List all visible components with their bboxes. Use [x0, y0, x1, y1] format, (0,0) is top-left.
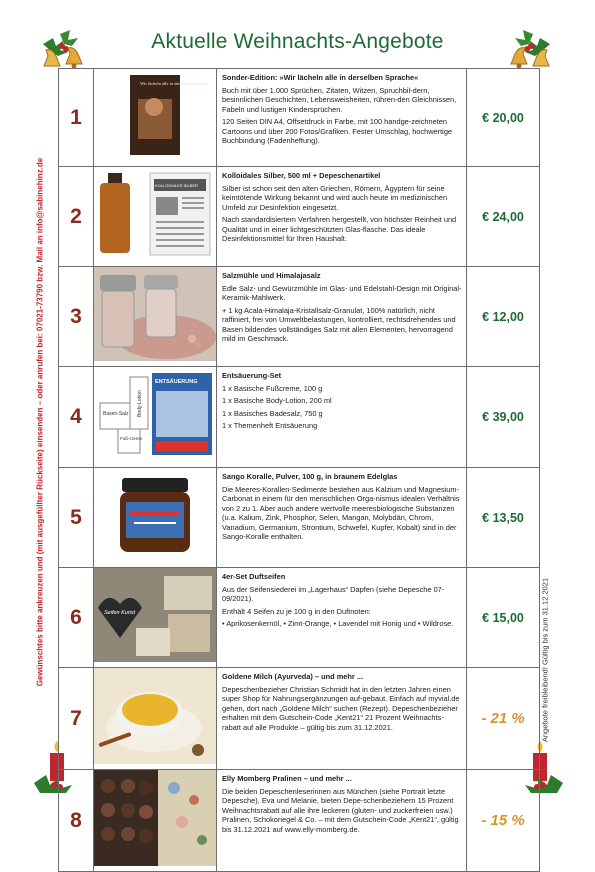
offer-discount: - 21 % — [467, 668, 540, 770]
offer-price: € 15,00 — [467, 568, 540, 668]
pralines-image — [94, 770, 216, 866]
coral-jar-image — [94, 468, 216, 562]
holly-bells-icon — [505, 24, 555, 74]
offer-description: 4er-Set Duftseifen Aus der Seifensiederei im „Lagerhaus“ Dapfen (siehe Depesche 07-09/2021). Enthält 4 Seifen zu je 100 g in den Duftnoten: • Aprikosenkernöl, • Zimt-Orange, • Lavendel mit Honig und • Wildrose. — [217, 568, 467, 668]
offer-row — [59, 69, 540, 167]
offers-table — [58, 68, 540, 872]
offer-image — [94, 668, 217, 770]
offer-image — [94, 770, 217, 872]
svg-text:Basen-Salz: Basen-Salz — [103, 411, 129, 417]
offer-row — [59, 468, 540, 568]
offer-row — [59, 668, 540, 770]
offer-number: 4 — [59, 367, 94, 468]
svg-text:Wir lächeln alle in derselben: Wir lächeln alle in derselben Sprache — [140, 81, 208, 86]
holly-bells-icon — [38, 24, 88, 74]
offer-image — [94, 468, 217, 568]
offer-description: Salzmühle und Himalajasalz Edle Salz- und Gewürzmühle im Glas- und Edelstahl-Design mit Original-Keramik-Mahlwerk. + 1 kg Acala-Himalaja-Kristallsalz-Granulat, 100% natürlich, nicht raffiniert, frei von Umweltbelastungen, kontrolliert, rechtsdrehendes und Basen bildendes vollständiges Salz mit allen Elementen, hervorragend mild im Geschmack. — [217, 267, 467, 367]
order-instructions: Gewünschtes bitte ankreuzen und (mit ausgefüllter Rückseite) einsenden – oder anrufen bei: 07021-73790 bzw. Mail an info@sabinehinz.de — [35, 157, 45, 687]
offer-number: 6 — [59, 568, 94, 668]
svg-text:Fuß-creme: Fuß-creme — [120, 436, 143, 441]
offer-number: 5 — [59, 468, 94, 568]
offer-number: 7 — [59, 668, 94, 770]
offer-row — [59, 770, 540, 872]
book-cover-image — [94, 69, 216, 161]
offer-discount: - 15 % — [467, 770, 540, 872]
offer-number: 1 — [59, 69, 94, 167]
offer-price: € 20,00 — [467, 69, 540, 167]
offer-price: € 24,00 — [467, 167, 540, 267]
salt-mills-image — [94, 267, 216, 361]
golden-milk-image — [94, 668, 216, 764]
page-title: Aktuelle Weihnachts-Angebote — [151, 30, 444, 53]
deacidification-set-image — [94, 367, 216, 462]
offer-image — [94, 568, 217, 668]
offer-number: 3 — [59, 267, 94, 367]
offer-number: 2 — [59, 167, 94, 267]
offer-price: € 39,00 — [467, 367, 540, 468]
offer-image — [94, 167, 217, 267]
svg-text:Seifen Kunst: Seifen Kunst — [104, 610, 136, 616]
offer-description: Elly Momberg Pralinen – und mehr ... Die beiden Depeschenleserinnen aus München (siehe Portrait letzte Depesche), Eva und Melanie, bieten Depe-schenbeziehern 15 Prozent Weihnachtsrabatt auf alle ihre leckeren (gluten- und zuckerfreien usw.) Pralinen, Schokoriegel & Co. – mit dem Gutschein-Code „Kent21“, gültig bis 31.12.2021 auf www.elly-momberg.de. — [217, 770, 467, 872]
offer-image — [94, 367, 217, 468]
offer-row — [59, 167, 540, 267]
svg-text:ENTSÄUERUNG: ENTSÄUERUNG — [155, 379, 198, 385]
silver-bottle-image — [94, 167, 216, 261]
offer-number: 8 — [59, 770, 94, 872]
offer-image — [94, 267, 217, 367]
offer-image — [94, 69, 217, 167]
offer-row — [59, 568, 540, 668]
offer-price: € 12,00 — [467, 267, 540, 367]
validity-note: Angebote freibleibend! Gültig bis zum 31.12.2021 — [540, 577, 550, 743]
svg-text:Body-Lotion: Body-Lotion — [137, 390, 143, 417]
soaps-image — [94, 568, 216, 662]
offer-row — [59, 367, 540, 468]
offer-description: Entsäuerung-Set 1 x Basische Fußcreme, 100 g 1 x Basische Body-Lotion, 200 ml 1 x Basisches Badesalz, 750 g 1 x Themenheft Entsäuerung — [217, 367, 467, 468]
offer-description: Sango Koralle, Pulver, 100 g, in braunem Edelglas Die Meeres-Korallen-Sedimente bestehen aus Kalzium und Magnesium-Carbonat in einem für den menschlichen Orga-nismus idealen Verhältnis von 2 zu 1. Aber auch andere wertvolle meeresbiologische Substanzen (u.a. Kalium, Zink, Phosphor, Selen, Mangan, Molybdän, Chrom, Vanadium, Germanium, Strontium, Schwefel, Kupfer, Kobalt) sind in der Sango-Koralle enthalten. — [217, 468, 467, 568]
offer-price: € 13,50 — [467, 468, 540, 568]
offer-row — [59, 267, 540, 367]
offer-description: Goldene Milch (Ayurveda) – und mehr ... Depeschenbezieher Christian Schmidt hat in den letzten Jahren einen super Shop für Nahrungsergänzungen auf-gebaut. Einfach auf myvial.de gehen, dort nach „Goldene Milch“ suchen (Rezept). Depeschenbezieher erhalten mit dem Gutschein-Code „Kent21“ 21 Prozent Weihnachts-rabatt auf alle Produkte – gültig bis zum 31.12.2021. — [217, 668, 467, 770]
svg-text:KOLLOIDALES SILBER: KOLLOIDALES SILBER — [155, 183, 198, 188]
offer-description: Sonder-Edition: »Wir lächeln alle in derselben Sprache« Buch mit über 1.000 Sprüchen, Zitaten, Witzen, Spruchbil-dern, besinnlichen Geschichten, Lebensweisheiten, rühren-den Gleichnissen, Fabeln und lustigen Kindersprüchen. 120 Seiten DIN A4, Offsetdruck in Farbe, mit 100 handge-zeichneten Cartoons und über 200 Fotos/Grafiken. Fester Umschlag, hochwertige Buchbindung (Fadenheftung). — [217, 69, 467, 167]
offer-description: Kolloidales Silber, 500 ml + Depeschenartikel Silber ist schon seit den alten Griechen, Römern, Ägyptern für seine keimtötende Wirkung bekannt und wird auch heute im medizinischen Umfeld zur Desinfektion eingesetzt. Nach standardisiertem Verfahren hergestellt, von höchster Reinheit und Qualität und in einer lichtgeschützten Glas-flasche. Das ideale Desinfektionsmittel für Ihren Haushalt. — [217, 167, 467, 267]
